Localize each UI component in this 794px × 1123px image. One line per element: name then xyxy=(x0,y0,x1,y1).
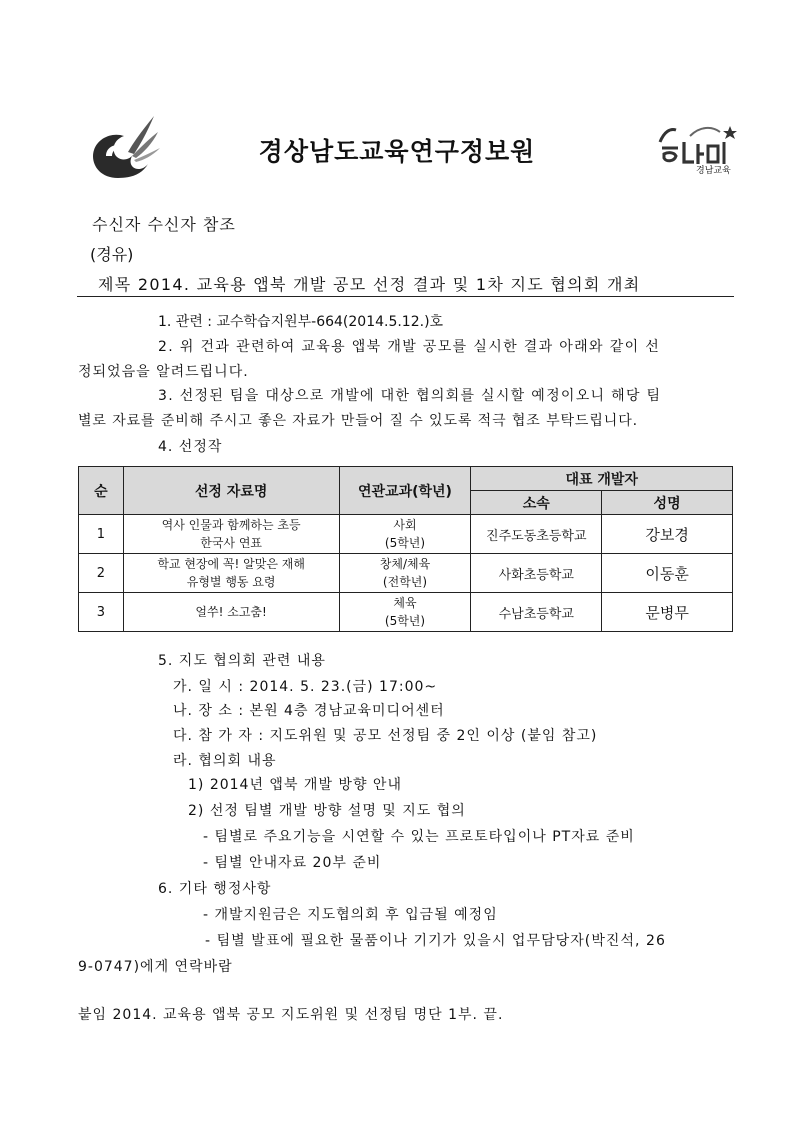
row-no: 3 xyxy=(79,593,124,632)
paragraph-2a: 2. 위 건과 관련하여 교육용 앱북 개발 공모를 실시한 결과 아래와 같이 선 xyxy=(158,339,661,355)
paragraph-2b: 정되었음을 알려드립니다. xyxy=(78,364,249,380)
selection-table xyxy=(78,466,733,632)
attachment-line: 붙임 2014. 교육용 앱북 공모 지도위원 및 선정팀 명단 1부. 끝. xyxy=(78,1007,504,1023)
row-no: 2 xyxy=(79,554,124,593)
row-person: 강보경 xyxy=(602,515,733,554)
row-title: 학교 현장에 꼭! 알맞은 재해 유형별 행동 요령 xyxy=(123,554,339,593)
section-5-agenda: 라. 협의회 내용 xyxy=(173,753,277,769)
row-person: 문병무 xyxy=(602,593,733,632)
agenda-item-2: 2) 선정 팀별 개발 방향 설명 및 지도 협의 xyxy=(188,803,466,819)
paragraph-3a: 3. 선정된 팀을 대상으로 개발에 대한 협의회를 실시할 예정이오니 해당 팀 xyxy=(158,388,662,404)
section-6-item-1: - 개발지원금은 지도협의회 후 입금될 예정임 xyxy=(203,907,498,923)
row-title: 얼쑤! 소고춤! xyxy=(123,593,339,632)
row-no: 1 xyxy=(79,515,124,554)
row-person: 이동훈 xyxy=(602,554,733,593)
header-subject: 연관교과(학년) xyxy=(339,467,471,515)
row-title: 역사 인물과 함께하는 초등 한국사 연표 xyxy=(123,515,339,554)
table-row xyxy=(79,554,733,593)
header-no: 순 xyxy=(79,467,124,515)
agenda-item-1: 1) 2014년 앱북 개발 방향 안내 xyxy=(188,777,402,793)
row-school: 수남초등학교 xyxy=(471,593,602,632)
subject-divider xyxy=(77,296,734,297)
row-school: 사화초등학교 xyxy=(471,554,602,593)
via-line: (경유) xyxy=(90,245,134,264)
agenda-item-2a: - 팀별로 주요기능을 시연할 수 있는 프로토타입이나 PT자료 준비 xyxy=(203,829,635,845)
header-representative: 대표 개발자 xyxy=(471,467,733,491)
section-5-attendees: 다. 참 가 자 : 지도위원 및 공모 선정팀 중 2인 이상 (붙임 참고) xyxy=(173,728,598,744)
header-school: 소속 xyxy=(471,491,602,515)
section-5-date: 가. 일 시 : 2014. 5. 23.(금) 17:00~ xyxy=(173,679,438,695)
subject-line: 제목 2014. 교육용 앱북 개발 공모 선정 결과 및 1차 지도 협의회 개최 xyxy=(98,275,641,294)
section-6-item-2a: - 팀별 발표에 필요한 물품이나 기기가 있을시 업무담당자(박진석, 26 xyxy=(205,933,666,949)
table-row xyxy=(79,593,733,632)
paragraph-3b: 별로 자료를 준비해 주시고 좋은 자료가 만들어 질 수 있도록 적극 협조 부탁드립니다. xyxy=(78,413,638,429)
table-row xyxy=(79,515,733,554)
row-school: 진주도동초등학교 xyxy=(471,515,602,554)
header-person: 성명 xyxy=(602,491,733,515)
right-logo-caption: 경남교육 xyxy=(696,166,731,176)
paragraph-1: 1. 관련 : 교수학습지원부-664(2014.5.12.)호 xyxy=(158,314,444,330)
paragraph-4: 4. 선정작 xyxy=(158,439,223,455)
row-subject: 사회 (5학년) xyxy=(339,515,471,554)
header-name: 선정 자료명 xyxy=(123,467,339,515)
recipient-line: 수신자 수신자 참조 xyxy=(92,215,236,234)
section-6-item-2b: 9-0747)에게 연락바람 xyxy=(78,959,233,975)
agenda-item-2b: - 팀별 안내자료 20부 준비 xyxy=(203,855,382,871)
row-subject: 체육 (5학년) xyxy=(339,593,471,632)
section-6-title: 6. 기타 행정사항 xyxy=(158,881,272,897)
organization-title: 경상남도교육연구정보원 xyxy=(258,137,536,166)
section-5-place: 나. 장 소 : 본원 4층 경남교육미디어센터 xyxy=(173,703,445,719)
row-subject: 창체/체육 (전학년) xyxy=(339,554,471,593)
section-5-title: 5. 지도 협의회 관련 내용 xyxy=(158,653,326,669)
